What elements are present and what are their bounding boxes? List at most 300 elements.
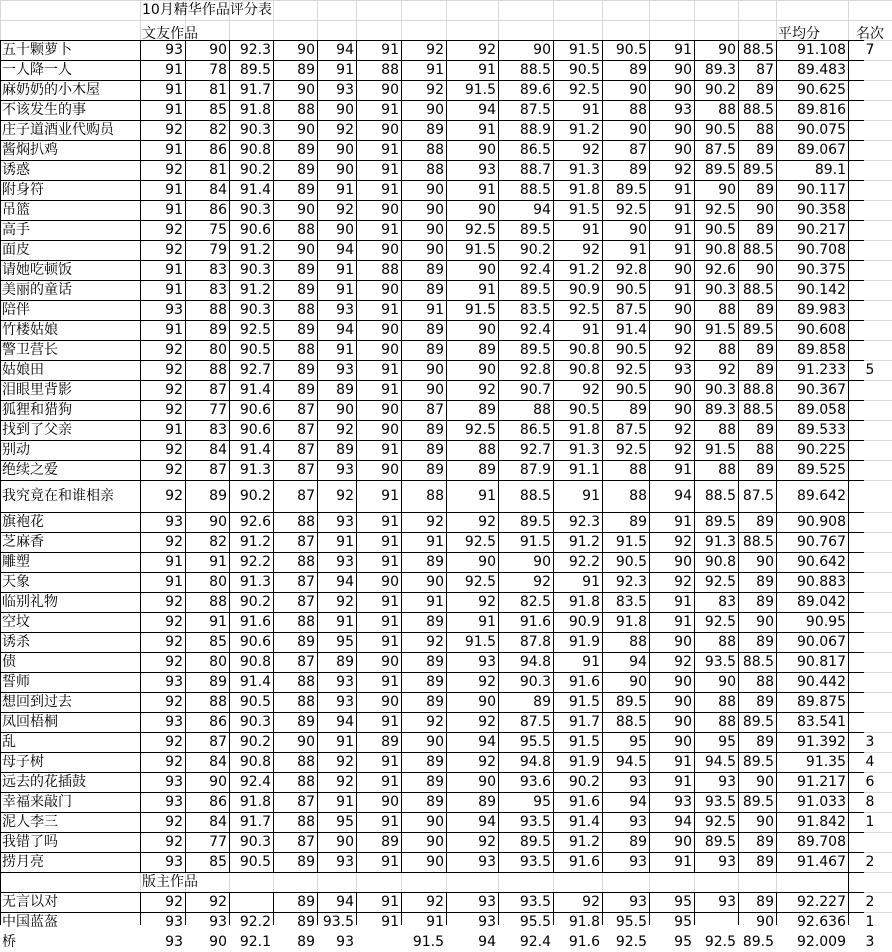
entry-title[interactable]: 债 [2,654,16,670]
score-cell[interactable]: 92 [478,514,496,530]
score-cell[interactable]: 93 [336,674,354,690]
score-cell[interactable]: 89 [756,462,774,478]
score-cell[interactable]: 90 [756,614,774,630]
score-cell[interactable]: 91.6 [568,854,600,870]
score-cell[interactable]: 88 [718,694,736,710]
score-cell[interactable]: 83 [718,594,736,610]
entry-title[interactable]: 泪眼里背影 [2,382,72,398]
score-cell[interactable]: 93 [165,514,183,530]
score-cell[interactable]: 91 [674,182,692,198]
score-cell[interactable]: 91.5 [464,242,496,258]
score-cell[interactable]: 88 [297,614,315,630]
average-cell[interactable]: 91.842 [797,814,846,830]
entry-title[interactable]: 天象 [2,574,30,590]
score-cell[interactable]: 91.5 [704,442,736,458]
rank-cell[interactable] [848,652,892,672]
score-cell[interactable]: 80 [209,574,227,590]
score-cell[interactable]: 89.5 [742,162,774,178]
rank-cell[interactable] [848,672,892,692]
score-cell[interactable]: 91.5 [464,82,496,98]
entry-title[interactable]: 找到了父亲 [2,422,72,438]
score-cell[interactable]: 90 [674,302,692,318]
score-cell[interactable]: 89.5 [519,342,551,358]
score-cell[interactable]: 89.5 [742,794,774,810]
score-cell[interactable]: 92 [165,754,183,770]
score-cell[interactable]: 92.4 [519,262,551,278]
score-cell[interactable]: 91.9 [568,754,600,770]
score-cell[interactable]: 91 [381,182,399,198]
score-cell[interactable]: 91 [674,222,692,238]
score-cell[interactable]: 93 [629,814,647,830]
score-cell[interactable]: 90.2 [519,242,551,258]
rank-cell[interactable] [848,220,892,240]
score-cell[interactable]: 91 [629,242,647,258]
score-cell[interactable]: 89 [629,514,647,530]
score-cell[interactable]: 89 [297,262,315,278]
score-cell[interactable]: 91.3 [704,534,736,550]
score-cell[interactable]: 90 [381,422,399,438]
score-cell[interactable]: 88.5 [742,534,774,550]
score-cell[interactable]: 90 [336,222,354,238]
score-cell[interactable]: 92 [674,654,692,670]
score-cell[interactable]: 90 [426,102,444,118]
score-cell[interactable]: 88 [297,674,315,690]
rank-cell[interactable]: 2 [865,894,875,910]
score-cell[interactable]: 94.5 [704,754,736,770]
score-cell[interactable]: 95 [674,934,692,950]
score-cell[interactable]: 89 [478,402,496,418]
score-cell[interactable]: 88 [297,754,315,770]
score-cell[interactable]: 90 [426,222,444,238]
score-cell[interactable]: 92 [165,382,183,398]
score-cell[interactable]: 94 [336,714,354,730]
score-cell[interactable]: 89 [426,654,444,670]
score-cell[interactable]: 90 [381,402,399,418]
rank-cell[interactable]: 8 [865,794,875,810]
score-cell[interactable]: 92.5 [704,202,736,218]
score-cell[interactable]: 93.5 [519,894,551,910]
score-cell[interactable]: 95 [674,914,692,930]
score-cell[interactable]: 88 [297,342,315,358]
score-cell[interactable]: 91 [426,594,444,610]
score-cell[interactable]: 92 [582,894,600,910]
score-cell[interactable]: 90 [297,122,315,138]
entry-title[interactable]: 誓师 [2,674,30,690]
score-cell[interactable]: 91 [582,574,600,590]
score-cell[interactable]: 92 [165,894,183,910]
score-cell[interactable]: 92 [165,534,183,550]
score-cell[interactable]: 92 [209,894,227,910]
average-cell[interactable]: 90.142 [797,282,846,298]
score-cell[interactable]: 92 [426,514,444,530]
score-cell[interactable]: 91 [381,442,399,458]
entry-title[interactable]: 幸福来敲门 [2,794,72,810]
average-cell[interactable]: 92.227 [797,894,846,910]
rank-cell[interactable] [848,832,892,852]
score-cell[interactable]: 90 [336,102,354,118]
score-cell[interactable]: 90 [336,834,354,850]
score-cell[interactable]: 90 [381,462,399,478]
score-cell[interactable]: 90.5 [615,282,647,298]
score-cell[interactable]: 89 [756,634,774,650]
score-cell[interactable]: 90.5 [615,42,647,58]
score-cell[interactable]: 91 [381,754,399,770]
score-cell[interactable]: 81 [209,82,227,98]
score-cell[interactable]: 93 [629,894,647,910]
score-cell[interactable]: 91.4 [239,442,271,458]
score-cell[interactable]: 91 [426,914,444,930]
average-cell[interactable]: 91.033 [797,794,846,810]
average-cell[interactable]: 91.392 [797,734,846,750]
score-cell[interactable]: 92 [674,342,692,358]
score-cell[interactable]: 94 [478,734,496,750]
score-cell[interactable]: 90 [478,322,496,338]
score-cell[interactable]: 81 [209,162,227,178]
score-cell[interactable]: 90 [674,402,692,418]
score-cell[interactable]: 91 [674,282,692,298]
score-cell[interactable]: 91 [381,554,399,570]
entry-title[interactable]: 母子树 [2,754,44,770]
entry-title[interactable]: 中国蓝盔 [2,914,58,930]
score-cell[interactable]: 88 [629,634,647,650]
entry-title[interactable]: 面皮 [2,242,30,258]
score-cell[interactable]: 91 [381,674,399,690]
score-cell[interactable]: 89.5 [742,934,774,950]
score-cell[interactable]: 89 [297,142,315,158]
score-cell[interactable]: 92.5 [615,202,647,218]
score-cell[interactable]: 88 [297,222,315,238]
rank-cell[interactable] [848,512,892,532]
score-cell[interactable]: 91 [426,534,444,550]
score-cell[interactable]: 91 [165,282,183,298]
score-cell[interactable]: 89 [297,362,315,378]
score-cell[interactable]: 93 [478,914,496,930]
score-cell[interactable]: 89.5 [519,834,551,850]
score-cell[interactable]: 94 [674,488,692,504]
score-cell[interactable]: 91.5 [519,534,551,550]
score-cell[interactable]: 91 [582,102,600,118]
entry-title[interactable]: 凤回梧桐 [2,714,58,730]
score-cell[interactable]: 91 [165,322,183,338]
score-cell[interactable]: 91.4 [568,814,600,830]
score-cell[interactable]: 90.7 [519,382,551,398]
average-cell[interactable]: 83.541 [797,714,846,730]
score-cell[interactable]: 88 [718,714,736,730]
score-cell[interactable]: 89 [426,794,444,810]
entry-title[interactable]: 警卫营长 [2,342,58,358]
score-cell[interactable]: 90.5 [239,694,271,710]
score-cell[interactable]: 92.4 [239,774,271,790]
score-cell[interactable]: 93 [336,934,354,950]
score-cell[interactable]: 90.5 [239,342,271,358]
score-cell[interactable]: 90 [381,694,399,710]
rank-cell[interactable] [848,692,892,712]
score-cell[interactable]: 91 [336,262,354,278]
average-cell[interactable]: 90.217 [797,222,846,238]
average-cell[interactable]: 90.625 [797,82,846,98]
score-cell[interactable]: 90 [756,914,774,930]
score-cell[interactable]: 90 [629,122,647,138]
score-cell[interactable]: 87.5 [519,102,551,118]
score-cell[interactable]: 89 [629,834,647,850]
rank-cell[interactable] [848,420,892,440]
score-cell[interactable]: 89 [478,342,496,358]
entry-title[interactable]: 捞月亮 [2,854,44,870]
score-cell[interactable]: 91 [674,242,692,258]
score-cell[interactable]: 90 [209,934,227,950]
score-cell[interactable]: 89.5 [742,754,774,770]
score-cell[interactable]: 90 [381,282,399,298]
entry-title[interactable]: 麻奶奶的小木屋 [2,82,100,98]
rank-cell[interactable] [848,60,892,80]
score-cell[interactable]: 92 [533,574,551,590]
entry-title[interactable]: 想回到过去 [2,694,72,710]
score-cell[interactable]: 88.5 [742,242,774,258]
score-cell[interactable]: 91.9 [568,634,600,650]
score-cell[interactable]: 90 [426,574,444,590]
score-cell[interactable]: 93 [718,894,736,910]
score-cell[interactable]: 86 [209,202,227,218]
score-cell[interactable]: 91 [209,554,227,570]
score-cell[interactable]: 88.5 [615,714,647,730]
score-cell[interactable]: 82 [209,534,227,550]
score-cell[interactable]: 91 [582,654,600,670]
score-cell[interactable]: 89 [297,62,315,78]
entry-title[interactable]: 不该发生的事 [2,102,86,118]
score-cell[interactable]: 93.5 [322,914,354,930]
rank-cell[interactable]: 4 [865,754,875,770]
rank-cell[interactable] [848,572,892,592]
score-cell[interactable]: 91 [336,282,354,298]
score-cell[interactable] [356,932,401,952]
score-cell[interactable]: 88 [756,122,774,138]
score-cell[interactable]: 91 [478,282,496,298]
score-cell[interactable]: 92.5 [464,534,496,550]
score-cell[interactable]: 77 [209,834,227,850]
entry-title[interactable]: 美丽的童话 [2,282,72,298]
score-cell[interactable]: 88 [718,422,736,438]
score-cell[interactable]: 91 [674,774,692,790]
score-cell[interactable]: 89 [756,82,774,98]
rank-cell[interactable] [848,532,892,552]
score-cell[interactable]: 92 [165,402,183,418]
average-cell[interactable]: 91.108 [797,42,846,58]
score-cell[interactable]: 75 [209,222,227,238]
rank-cell[interactable] [848,380,892,400]
entry-title[interactable]: 雕塑 [2,554,30,570]
score-cell[interactable]: 90.8 [568,342,600,358]
score-cell[interactable]: 92 [165,242,183,258]
score-cell[interactable]: 95 [336,634,354,650]
score-cell[interactable]: 90.5 [615,554,647,570]
score-cell[interactable]: 89 [297,914,315,930]
score-cell[interactable]: 92.3 [568,514,600,530]
score-cell[interactable]: 92 [165,814,183,830]
score-cell[interactable]: 92 [336,422,354,438]
score-cell[interactable]: 92 [674,162,692,178]
score-cell[interactable]: 90 [478,262,496,278]
rank-cell[interactable]: 7 [865,42,875,58]
score-cell[interactable]: 91 [381,914,399,930]
score-cell[interactable]: 83 [209,262,227,278]
score-cell[interactable]: 91 [165,422,183,438]
score-cell[interactable]: 92 [336,202,354,218]
score-cell[interactable]: 89 [426,262,444,278]
average-cell[interactable]: 90.883 [797,574,846,590]
score-cell[interactable]: 93 [336,462,354,478]
score-cell[interactable]: 93 [718,854,736,870]
score-cell[interactable]: 91 [674,754,692,770]
entry-title[interactable]: 酱焖扒鸡 [2,142,58,158]
score-cell[interactable]: 91 [381,162,399,178]
score-cell[interactable]: 94 [336,322,354,338]
rank-cell[interactable] [848,440,892,460]
score-cell[interactable]: 91.8 [615,614,647,630]
entry-title[interactable]: 五十颗萝卜 [2,42,72,58]
section-members-label[interactable]: 文友作品 [142,26,198,42]
score-cell[interactable]: 89.5 [704,162,736,178]
score-cell[interactable]: 92 [336,122,354,138]
score-cell[interactable]: 95 [629,734,647,750]
score-cell[interactable]: 93.6 [519,774,551,790]
score-cell[interactable]: 92.5 [464,574,496,590]
score-cell[interactable]: 90.8 [239,142,271,158]
score-cell[interactable]: 92 [674,422,692,438]
score-cell[interactable]: 91 [381,774,399,790]
score-cell[interactable]: 91 [381,714,399,730]
score-cell[interactable]: 91.4 [239,674,271,690]
rank-cell[interactable] [848,80,892,100]
score-cell[interactable]: 92.5 [615,362,647,378]
score-cell[interactable]: 89 [209,674,227,690]
score-cell[interactable]: 90 [478,142,496,158]
score-cell[interactable]: 93 [336,82,354,98]
score-cell[interactable]: 92.8 [615,262,647,278]
score-cell[interactable]: 94 [336,574,354,590]
sheet-title[interactable]: 10月精华作品评分表 [142,2,272,18]
score-cell[interactable]: 89 [297,382,315,398]
score-cell[interactable]: 90 [336,402,354,418]
score-cell[interactable]: 93.5 [704,794,736,810]
score-cell[interactable]: 91.3 [568,442,600,458]
score-cell[interactable]: 91 [381,102,399,118]
average-cell[interactable]: 90.817 [797,654,846,670]
average-cell[interactable]: 90.95 [805,614,846,630]
score-cell[interactable]: 90 [426,854,444,870]
score-cell[interactable]: 87.5 [519,714,551,730]
score-cell[interactable]: 90.8 [568,362,600,378]
rank-cell[interactable] [848,592,892,612]
score-cell[interactable]: 90.2 [239,594,271,610]
score-cell[interactable]: 86.5 [519,422,551,438]
average-cell[interactable]: 90.442 [797,674,846,690]
score-cell[interactable]: 92 [674,534,692,550]
score-cell[interactable]: 88 [629,102,647,118]
score-cell[interactable]: 91 [582,488,600,504]
score-cell[interactable]: 90.5 [704,122,736,138]
rank-cell[interactable] [848,552,892,572]
score-cell[interactable]: 89 [756,422,774,438]
score-cell[interactable]: 88 [209,362,227,378]
score-cell[interactable]: 94 [674,814,692,830]
score-cell[interactable]: 90.5 [568,402,600,418]
score-cell[interactable]: 93 [336,362,354,378]
score-cell[interactable]: 94 [336,894,354,910]
score-cell[interactable]: 91.5 [568,42,600,58]
average-cell[interactable]: 89.708 [797,834,846,850]
score-cell[interactable]: 88.5 [742,102,774,118]
rank-cell[interactable] [848,612,892,632]
score-cell[interactable]: 90.3 [519,674,551,690]
score-cell[interactable]: 90.2 [239,734,271,750]
score-cell[interactable]: 91.2 [239,534,271,550]
score-cell[interactable]: 87.5 [615,422,647,438]
score-cell[interactable]: 87 [297,654,315,670]
score-cell[interactable]: 91 [674,594,692,610]
score-cell[interactable]: 93 [478,162,496,178]
score-cell[interactable]: 92 [165,342,183,358]
score-cell[interactable]: 90 [426,834,444,850]
score-cell[interactable]: 92.8 [519,362,551,378]
rank-cell[interactable] [848,300,892,320]
score-cell[interactable]: 84 [209,814,227,830]
score-cell[interactable]: 89 [209,488,227,504]
score-cell[interactable]: 91.6 [519,614,551,630]
rank-cell[interactable] [848,120,892,140]
score-cell[interactable]: 90.5 [615,342,647,358]
score-cell[interactable]: 92 [674,442,692,458]
score-cell[interactable]: 95 [533,794,551,810]
score-cell[interactable]: 89.6 [519,82,551,98]
score-cell[interactable]: 86 [209,714,227,730]
score-cell[interactable]: 90 [426,202,444,218]
score-cell[interactable]: 87.9 [519,462,551,478]
score-cell[interactable]: 90.2 [239,162,271,178]
score-cell[interactable]: 91 [478,182,496,198]
score-cell[interactable]: 90 [297,242,315,258]
score-cell[interactable]: 92.5 [568,302,600,318]
score-cell[interactable]: 95 [718,734,736,750]
score-cell[interactable]: 88 [718,342,736,358]
score-cell[interactable]: 90 [381,202,399,218]
score-cell[interactable]: 90.5 [239,854,271,870]
score-cell[interactable]: 90.8 [704,554,736,570]
score-cell[interactable]: 91.6 [568,674,600,690]
score-cell[interactable]: 82.5 [519,594,551,610]
score-cell[interactable]: 92 [426,634,444,650]
score-cell[interactable]: 89 [756,834,774,850]
rank-cell[interactable] [848,480,892,512]
score-cell[interactable]: 90 [209,514,227,530]
score-cell[interactable]: 91 [336,794,354,810]
score-cell[interactable]: 92 [426,82,444,98]
score-cell[interactable]: 89 [297,282,315,298]
score-cell[interactable]: 89 [756,894,774,910]
score-cell[interactable]: 83 [209,282,227,298]
rank-cell[interactable] [848,100,892,120]
score-cell[interactable]: 88.5 [704,488,736,504]
score-cell[interactable]: 88 [209,302,227,318]
score-cell[interactable]: 83.5 [519,302,551,318]
rank-cell[interactable]: 3 [865,934,875,950]
score-cell[interactable]: 91.2 [239,242,271,258]
score-cell[interactable]: 89 [426,342,444,358]
score-cell[interactable]: 89 [297,934,315,950]
score-cell[interactable]: 93 [336,694,354,710]
score-cell[interactable]: 90 [674,322,692,338]
score-cell[interactable]: 92 [165,488,183,504]
score-cell[interactable]: 88 [381,62,399,78]
